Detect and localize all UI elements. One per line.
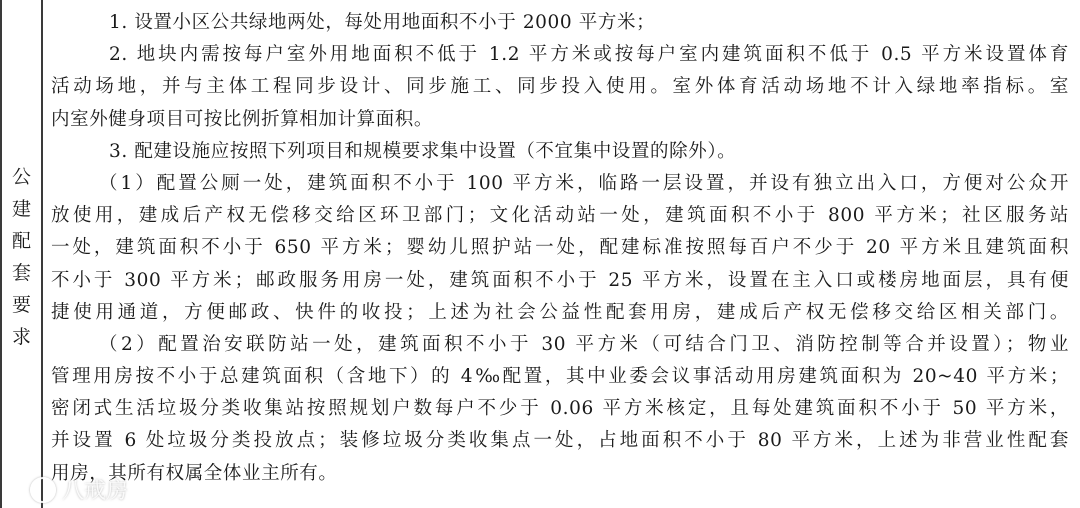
side-label-char: 求 [11, 326, 31, 348]
text-line: （2）配置治安联防站一处，建筑面积不小于 30 平方米（可结合门卫、消防控制等合并设置）；物业 [99, 333, 1069, 355]
side-label [12, 161, 31, 353]
side-label-char: 要 [11, 294, 31, 316]
side-label-cell [2, 0, 41, 506]
text-line: 不小于 300 平方米；邮政服务用房一处，建筑面积不小于 25 平方米，设置在主入口或楼房地面层，具有便 [51, 269, 1069, 291]
text-line: 活动场地，并与主体工程同步设计、同步施工、同步投入使用。室外体育活动场地不计入绿地率指标。室 [51, 76, 1069, 98]
side-label-char: 建 [11, 198, 31, 220]
side-label-char: 配 [11, 230, 31, 252]
text-line: （1）配置公厕一处，建筑面积不小于 100 平方米，临路一层设置，并设有独立出入口，方便对公众开 [99, 172, 1069, 194]
watermark-logo-icon [30, 477, 56, 503]
side-label-char: 套 [11, 262, 31, 284]
requirements-text [51, 7, 1069, 490]
watermark [30, 474, 128, 505]
text-line: 内室外健身项目可按比例折算相加计算面积。 [51, 108, 434, 130]
text-line: 密闭式生活垃圾分类收集站按照规划户数每户不少于 0.06 平方米核定，且每处建筑面积不小于 50 平方米， [51, 398, 1069, 420]
text-line: 放使用，建成后产权无偿移交给区环卫部门；文化活动站一处，建筑面积不小于 800 平方米；社区服务站 [51, 205, 1069, 227]
watermark-text: 八戒房 [62, 479, 129, 504]
text-line: 1. 设置小区公共绿地两处，每处用地面积不小于 2000 平方米； [109, 12, 656, 33]
text-line: 并设置 6 处垃圾分类投放点；装修垃圾分类收集点一处，占地面积不小于 80 平方米，上述为非营业性配套 [51, 430, 1069, 452]
text-line: 捷使用通道，方便邮政、快件的收投；上述为社会公益性配套用房，建成后产权无偿移交给区相关部门。 [51, 301, 1069, 323]
text-line: 3. 配建设施应按照下列项目和规模要求集中设置（不宜集中设置的除外）。 [109, 140, 737, 162]
text-line: 用房，其所有权属全体业主所有。 [51, 462, 338, 484]
side-label-char: 公 [11, 166, 31, 188]
table-column-divider [41, 0, 43, 508]
text-line: 管理用房按不小于总建筑面积（含地下）的 4‰配置，其中业委会议事活动用房建筑面积为 20~40 平方米； [51, 366, 1069, 388]
text-line: 2. 地块内需按每户室外用地面积不低于 1.2 平方米或按每户室内建筑面积不低于 0.5 平方米设置体育 [109, 44, 1069, 66]
text-line: 一处，建筑面积不小于 650 平方米；婴幼儿照护站一处，配建标准按照每百户不少于 20 平方米且建筑面积 [51, 237, 1069, 259]
